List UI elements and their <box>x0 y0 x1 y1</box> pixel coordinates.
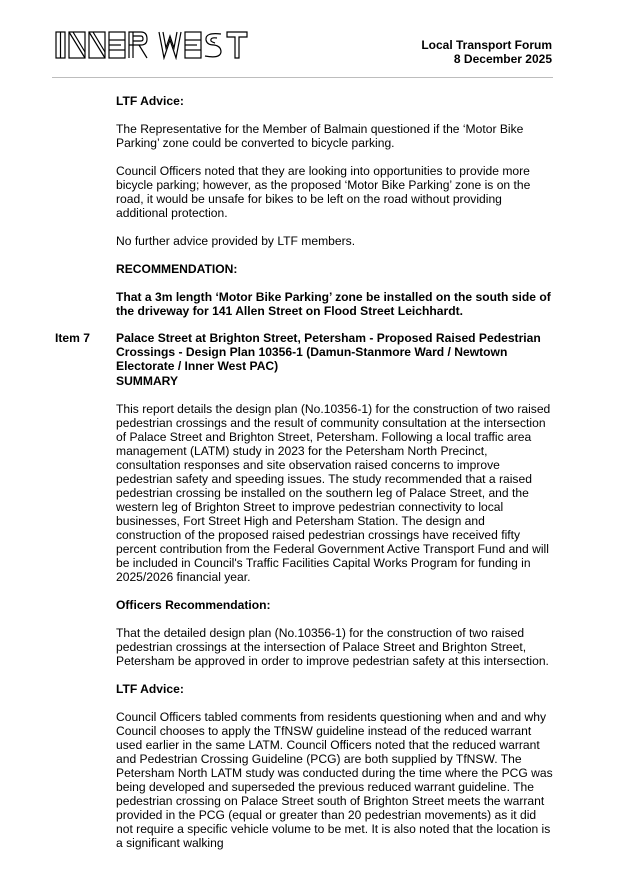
summary-text: This report details the design plan (No.10356-1) for the construction of two raised pedestrian crossings and the result of community consultation at the intersection of Palace Street and Brighton Street, Petersham. Following a local traffic area management (LATM) study in 2023 for the Petersham North Precinct, consultation responses and site observation raised concerns to improve pedestrian safety and speeding issues. The study recommended that a raised pedestrian crossing be installed on the southern leg of Palace Street, and the western leg of Brighton Street to improve pedestrian connectivity to local businesses, Fort Street High and Petersham Station. The design and construction of the proposed raised pedestrian crossings have received fifty percent contribution from the Federal Government Active Transport Fund and will be included in Council's Traffic Facilities Capital Works Program for funding in 2025/2026 financial year. <box>116 402 551 584</box>
summary-heading: SUMMARY <box>116 374 179 388</box>
forum-title: Local Transport Forum <box>421 38 552 52</box>
ltf-advice-heading: LTF Advice: <box>116 94 184 108</box>
recommendation-text: That a 3m length ‘Motor Bike Parking’ zone be installed on the south side of the driveway for 141 Allen Street on Flood Street Leichhardt. <box>116 290 551 318</box>
document-header <box>421 38 552 66</box>
ltf-advice-paragraph: Council Officers noted that they are looking into opportunities to provide more bicycle parking; however, as the proposed ‘Motor Bike Parking’ zone is on the road, it would be unsafe for bikes to be left on the road without providing additional protection. <box>116 164 531 220</box>
section-item-7 <box>116 331 553 850</box>
meeting-date: 8 December 2025 <box>453 52 552 66</box>
ltf-advice-text: Council Officers tabled comments from residents questioning when and and why Council chooses to apply the TfNSW guideline instead of the reduced warrant used earlier in the same LATM. Council Officers noted that the reduced warrant and Pedestrian Crossing Guideline (PCG) are both supplied by TfNSW. The Petersham North LATM study was conducted during the time where the PCG was being developed and superseded the previous reduced warrant guideline. The pedestrian crossing on Palace Street south of Brighton Street meets the warrant provided in the PCG (equal or greater than 20 pedestrian movements) as it did not require a specific vehicle volume to be met. It is also noted that the location is a significant walking <box>116 710 553 850</box>
section-previous-item <box>116 94 553 318</box>
inner-west-logo <box>55 30 255 60</box>
header-divider <box>52 77 553 78</box>
item-title: Palace Street at Brighton Street, Petersham - Proposed Raised Pedestrian Crossings - Design Plan 10356-1 (Damun-Stanmore Ward / Newtown Electorate / Inner West PAC) <box>116 331 541 373</box>
ltf-advice-paragraph: The Representative for the Member of Balmain questioned if the ‘Motor Bike Parking’ zone could be converted to bicycle parking. <box>116 122 524 150</box>
item-number: Item 7 <box>55 331 90 345</box>
officers-recommendation-heading: Officers Recommendation: <box>116 598 271 612</box>
ltf-advice-heading: LTF Advice: <box>116 682 184 696</box>
recommendation-heading: RECOMMENDATION: <box>116 262 238 276</box>
officers-recommendation-text: That the detailed design plan (No.10356-1) for the construction of two raised pedestrian crossings at the intersection of Palace Street and Brighton Street, Petersham be approved in order to improve pedestrian safety at this intersection. <box>116 626 549 668</box>
ltf-advice-paragraph: No further advice provided by LTF members. <box>116 234 356 248</box>
